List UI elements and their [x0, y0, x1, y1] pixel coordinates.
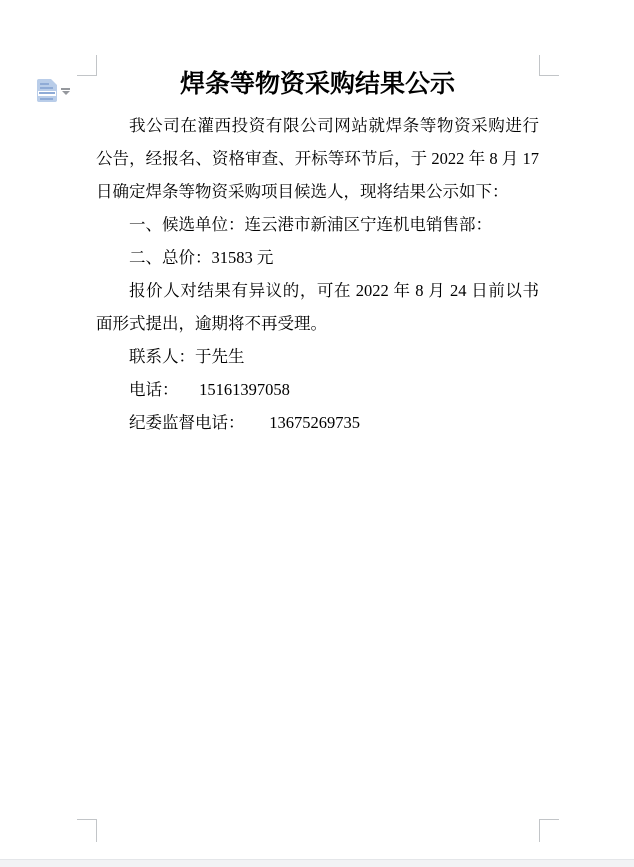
page-margin-mark-top-right: [539, 55, 559, 76]
document-text-area: [96, 66, 544, 439]
page-margin-mark-bottom-left: [77, 819, 97, 842]
paragraph-candidate-unit: 一、候选单位：连云港市新浦区宁连机电销售部：: [129, 215, 492, 234]
paragraph-total-price: 二、总价：31583 元: [129, 248, 274, 267]
page-fold-corner: [51, 79, 57, 85]
page-margin-mark-bottom-right: [539, 819, 559, 842]
status-bar-edge: [0, 859, 634, 867]
paragraph-intro: 我公司在灌西投资有限公司网站就焊条等物资采购进行公告，经报名、资格审查、开标等环节后，于 2022 年 8 月 17 日确定焊条等物资采购项目候选人，现将结果公示如下：: [96, 116, 544, 201]
page-margin-mark-top-left: [77, 55, 97, 76]
paragraph-supervision-phone: 纪委监督电话： 13675269735: [129, 413, 360, 432]
paste-options-widget[interactable]: [37, 79, 71, 103]
text-line-decor: [40, 98, 53, 100]
text-line-decor: [40, 87, 53, 89]
paragraph-objection-notice: 报价人对结果有异议的，可在 2022 年 8 月 24 日前以书面形式提出，逾期将不再受理。: [96, 281, 539, 333]
paste-options-icon[interactable]: [37, 79, 57, 102]
paragraph-contact-person: 联系人：于先生: [129, 347, 245, 366]
document-title: 焊条等物资采购结果公示: [179, 71, 455, 98]
chevron-down-icon[interactable]: [61, 88, 70, 96]
paragraph-phone: 电话： 15161397058: [129, 380, 290, 399]
text-line-decor: [40, 83, 49, 85]
selection-band-decor: [38, 91, 56, 96]
